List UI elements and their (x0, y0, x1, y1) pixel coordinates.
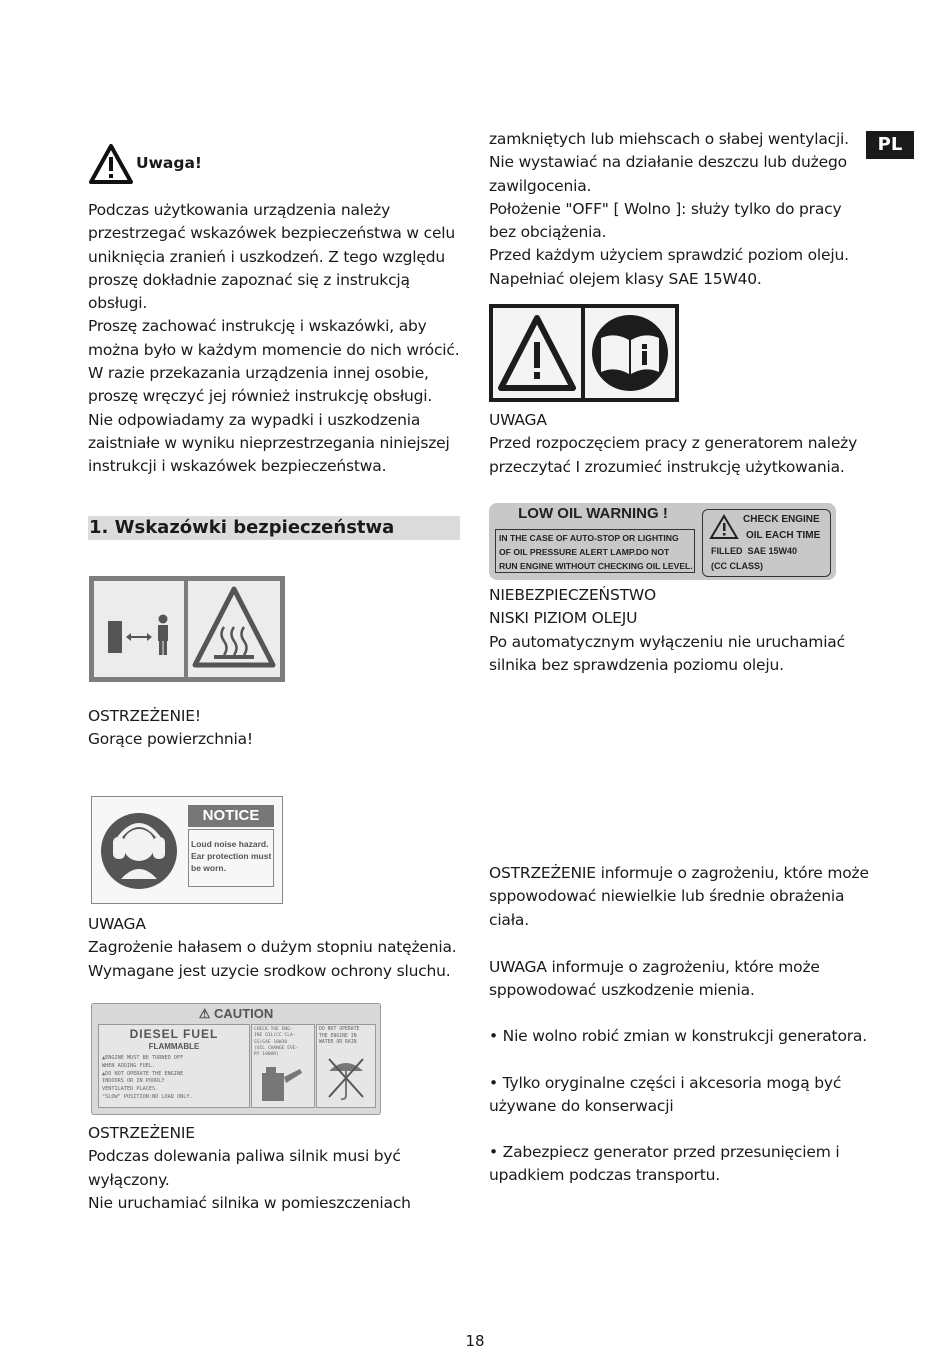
no-rain-icon (325, 1053, 367, 1103)
warning-definition: OSTRZEŻENIE informuje o zagrożeniu, które może sppowodować niewielkie lub średnie obrażenia ciała. (489, 864, 869, 929)
noise-caption: UWAGA Zagrożenie hałasem o dużym stopniu natężenia. Wymagane jest uzycie srodkow ochrony sluchu. (88, 915, 457, 980)
rain-panel-text: DO NOT OPERATE THE ENGINE IN WATER OR RAIN (319, 1027, 360, 1045)
intro-paragraph: Podczas użytkowania urządzenia należy przestrzegać wskazówek bezpieczeństwa w celu uniknięcia zranień i uszkodzeń. Z tego względu proszę dokładnie zapoznać się z instrukcją obsługi. Proszę zachować instrukcję i wskazówki, aby można było w każdym momencie do nich wrócić. W razie przekazania urządzenia innej osobie, proszę wręczyć jej również instrukcję obsługi. Nie odpowiadamy za wypadki i uszkodzenia zaistniałe w wyniku nieprzestrzegania niniejszej instrukcji i wskazówek bezpieczeństwa. (88, 201, 460, 476)
bullet-no-modifications: • Nie wolno robić zmian w konstrukcji generatora. (489, 1027, 867, 1045)
noise-notice-label (91, 796, 283, 904)
read-manual-label (489, 304, 679, 402)
low-oil-label (489, 503, 836, 580)
hot-surface-label (88, 575, 286, 683)
oil-can-icon (258, 1065, 306, 1103)
check-line-4: (CC CLASS) (711, 561, 763, 571)
warning-triangle-icon (88, 143, 134, 185)
check-oil-panel (702, 509, 831, 577)
low-oil-text: IN THE CASE OF AUTO-STOP OR LIGHTING OF OIL PRESSURE ALERT LAMP.DO NOT RUN ENGINE WITHOUT CHECKING OIL LEVEL. (495, 529, 695, 573)
page-number: 18 (465, 1332, 485, 1350)
fuel-panel (98, 1024, 250, 1108)
caution-title-text: CAUTION (214, 1006, 274, 1021)
oil-panel-text: CHECK THE ENG- INE OIL(CC CLA- SS)SAE 10W30 (OIL CHANGE EVE- RY 100HR) (254, 1027, 299, 1058)
fuel-subtitle: FLAMMABLE (148, 1042, 200, 1051)
check-line-3: FILLED SAE 15W40 (711, 546, 798, 556)
uwaga-heading: Uwaga! (136, 154, 202, 172)
bullet-secure-transport: • Zabezpiecz generator przed przesunięciem i upadkiem podczas transportu. (489, 1143, 840, 1185)
low-oil-title: LOW OIL WARNING ! (518, 505, 668, 522)
continued-paragraph: zamkniętych lub miehscach o słabej wentylacji. Nie wystawiać na działanie deszczu lub dużego zawilgocenia. Położenie "OFF" [ Wolno ]: służy tylko do pracy bez obciążenia. Przed każdym użyciem sprawdzić poziom oleju. Napełniać olejem klasy SAE 15W40. (489, 130, 849, 288)
language-badge: PL (866, 131, 914, 159)
rain-panel (316, 1024, 376, 1108)
caution-title: ⚠ CAUTION (198, 1006, 274, 1021)
warning-triangle-small-icon (709, 514, 739, 540)
bullet-original-parts: • Tylko oryginalne części i akcesoria mogą być używane do konserwacji (489, 1074, 842, 1116)
fuel-caption: OSTRZEŻENIE Podczas dolewania paliwa silnik musi być wyłączony. Nie uruchamiać silnika w pomieszczeniach (88, 1124, 411, 1212)
uwaga-definition: UWAGA informuje o zagrożeniu, które może sppowodować uszkodzenie mienia. (489, 958, 820, 1000)
manual-caption: UWAGA Przed rozpoczęciem pracy z generatorem należy przeczytać I zrozumieć instrukcję użytkowania. (489, 411, 858, 476)
check-line-2: OIL EACH TIME (746, 530, 821, 541)
low-oil-caption: NIEBEZPIECZEŃSTWO NISKI PIZIOM OLEJU Po automatycznym wyłączeniu nie uruchamiać silnika bez sprawdzenia poziomu oleju. (489, 586, 845, 674)
oil-panel (251, 1024, 315, 1108)
fuel-text: ▲ENGINE MUST BE TURNED OFF WHEN ADDING FUEL. ▲DO NOT OPERATE THE ENGINE INDOORS OR IN POORLY VENTILATED PLACES. "SLOW" POSITION:NO LOAD ONLY. (102, 1055, 193, 1100)
fuel-title: DIESEL FUEL (129, 1027, 219, 1041)
section-title: 1. Wskazówki bezpieczeństwa (89, 517, 395, 538)
notice-title: NOTICE (188, 805, 274, 827)
hot-surface-caption: OSTRZEŻENIE! Gorące powierzchnia! (88, 707, 253, 749)
notice-text: Loud noise hazard. Ear protection must be worn. (188, 829, 274, 887)
ear-protection-icon (99, 811, 179, 891)
diesel-caution-label (91, 1003, 381, 1115)
check-line-1: CHECK ENGINE (743, 514, 820, 525)
